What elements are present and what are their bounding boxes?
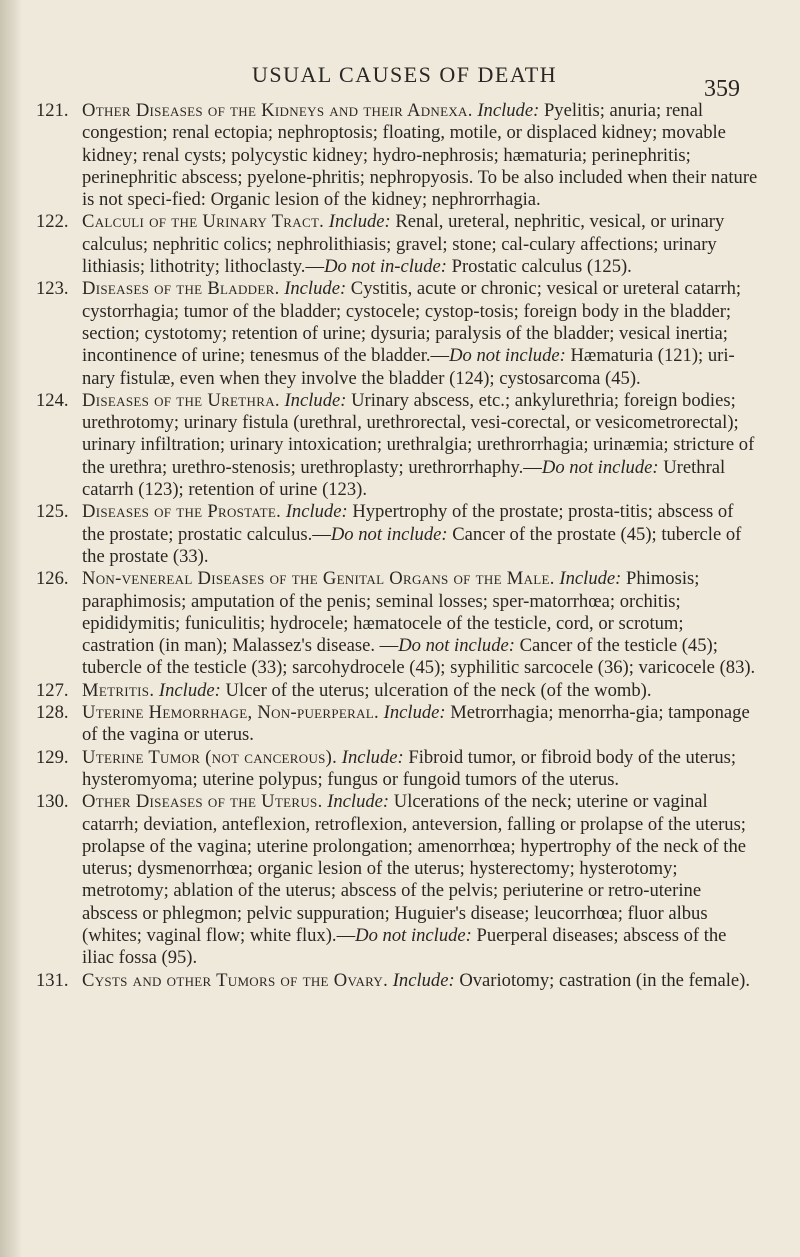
exclude-text: Cancer of the prostate (45); tubercle of the prostate (33). bbox=[82, 523, 742, 567]
include-label: Include: bbox=[284, 278, 347, 300]
entry-heading: Calculi of the Urinary Tract. bbox=[82, 211, 325, 233]
include-text: Ovariotomy; castration (in the female). bbox=[459, 969, 750, 991]
include-label: Include: bbox=[158, 679, 221, 701]
entry-heading: Non-venereal Diseases of the Genital Organs of the Male. bbox=[82, 568, 555, 590]
entry-122 bbox=[36, 211, 758, 278]
entry-heading: Diseases of the Prostate. bbox=[82, 501, 282, 523]
exclude-label: Do not include: bbox=[398, 635, 515, 657]
entry-heading: Diseases of the Bladder. bbox=[82, 278, 280, 300]
include-text: Phimosis; paraphimosis; amputation of the penis; seminal losses; sper-matorrhœa; orchitis; epididymitis; funiculitis; hydrocele; hæmatocele of the testicle, cord, or scrotum; castration (in man); Malassez's disease. — bbox=[82, 568, 700, 657]
running-header bbox=[0, 62, 800, 102]
entry-125 bbox=[36, 501, 758, 568]
include-text: Ulcer of the uterus; ulceration of the neck (of the womb). bbox=[225, 679, 652, 701]
include-label: Include: bbox=[327, 791, 390, 813]
entry-130 bbox=[36, 791, 758, 969]
include-text: Fibroid tumor, or fibroid body of the uterus; hysteromyoma; uterine polypus; fungus or fungoid tumors of the uterus. bbox=[82, 746, 737, 790]
entry-number: 127. bbox=[36, 679, 69, 701]
entry-heading: Uterine Tumor (not cancerous). bbox=[82, 746, 338, 768]
entry-128 bbox=[36, 702, 758, 747]
include-label: Include: bbox=[559, 568, 622, 590]
exclude-label: Do not in-clude: bbox=[324, 256, 447, 278]
include-text: Pyelitis; anuria; renal congestion; renal ectopia; nephroptosis; floating, motile, or displaced kidney; movable kidney; renal cysts; polycystic kidney; hydro-nephrosis; hæmaturia; perinephritis; perinephritic abscess; pyelone-phritis; nephropyosis. To be also included when their nature is not speci-fied: Organic lesion of the kidney; nephrorrhagia. bbox=[82, 100, 758, 211]
include-text: Ulcerations of the neck; uterine or vaginal catarrh; deviation, anteflexion, retroflexion, anteversion, falling or prolapse of the uterus; prolapse of the vagina; uterine prolongation; amenorrhœa; hypertrophy of the neck of the uterus; dysmenorrhœa; organic lesion of the uterus; hysterectomy; hysterotomy; metrotomy; ablation of the uterus; abscess of the pelvis; periuterine or retro-uterine abscess or phlegmon; pelvic suppuration; Huguier's disease; leucorrhœa; fluor albus (whites; vaginal flow; white flux).— bbox=[82, 791, 746, 946]
entry-124 bbox=[36, 390, 758, 501]
entry-number: 122. bbox=[36, 211, 69, 233]
include-text: Renal, ureteral, nephritic, vesical, or urinary calculus; nephritic colics; nephrolithiasis; gravel; stone; cal-culary affections; urinary lithiasis; lithotrity; lithoclasty.— bbox=[82, 211, 725, 278]
entry-number: 125. bbox=[36, 501, 69, 523]
include-text: Urinary abscess, etc.; ankylurethria; foreign bodies; urethrotomy; urinary fistula (urethral, urethrorectal, vesi-corectal, or vesicometrorectal); urinary infiltration; urinary intoxication; urethralgia; urethrorrhagia; urinæmia; stricture of the urethra; urethro-stenosis; urethroplasty; urethrorrhaphy.— bbox=[82, 389, 755, 478]
page-number: 359 bbox=[704, 76, 740, 102]
entry-129 bbox=[36, 747, 758, 792]
entry-123 bbox=[36, 278, 758, 389]
entry-121 bbox=[36, 100, 758, 211]
include-text: Hypertrophy of the prostate; prosta-titis; abscess of the prostate; prostatic calculus.— bbox=[82, 501, 734, 545]
entry-127 bbox=[36, 680, 758, 702]
exclude-label: Do not include: bbox=[541, 456, 659, 478]
include-label: Include: bbox=[284, 389, 347, 411]
exclude-text: Puerperal diseases; abscess of the iliac fossa (95). bbox=[82, 924, 727, 969]
entry-heading: Other Diseases of the Uterus. bbox=[82, 791, 323, 813]
entry-heading: Diseases of the Urethra. bbox=[82, 389, 280, 411]
entry-number: 126. bbox=[36, 568, 69, 590]
exclude-text: Urethral catarrh (123); retention of urine (123). bbox=[82, 456, 726, 501]
exclude-label: Do not include: bbox=[355, 924, 472, 946]
entry-list bbox=[36, 100, 758, 992]
entry-number: 123. bbox=[36, 278, 69, 300]
entry-number: 129. bbox=[36, 746, 69, 768]
entry-number: 121. bbox=[36, 100, 69, 121]
entry-heading: Other Diseases of the Kidneys and their Adnexa. bbox=[82, 100, 473, 121]
include-label: Include: bbox=[392, 969, 455, 991]
include-label: Include: bbox=[477, 100, 540, 121]
entry-heading: Metritis. bbox=[82, 679, 155, 701]
include-label: Include: bbox=[383, 702, 446, 724]
exclude-text: Prostatic calculus (125). bbox=[451, 256, 632, 278]
entry-131 bbox=[36, 970, 758, 992]
entry-number: 124. bbox=[36, 389, 69, 411]
include-label: Include: bbox=[328, 211, 391, 233]
entry-number: 131. bbox=[36, 969, 69, 991]
exclude-label: Do not include: bbox=[330, 523, 448, 545]
entry-heading: Uterine Hemorrhage, Non-puerperal. bbox=[82, 702, 379, 724]
exclude-label: Do not include: bbox=[449, 345, 566, 367]
entry-126 bbox=[36, 568, 758, 679]
include-text: Cystitis, acute or chronic; vesical or ureteral catarrh; cystorrhagia; tumor of the bladder; cystocele; cystop-tosis; foreign body in the bladder; section; cystotomy; retention of urine; dysuria; paralysis of the bladder; vesical inertia; incontinence of urine; tenesmus of the bladder.— bbox=[82, 278, 742, 367]
running-header-title: USUAL CAUSES OF DEATH bbox=[252, 62, 558, 87]
entry-number: 128. bbox=[36, 702, 69, 724]
exclude-text: Cancer of the testicle (45); tubercle of the testicle (33); sarcohydrocele (45); syphilitic sarcocele (36); varicocele (83). bbox=[82, 635, 756, 679]
exclude-text: Hæmaturia (121); uri-nary fistulæ, even when they involve the bladder (124); cystosarcoma (45). bbox=[82, 345, 735, 389]
include-label: Include: bbox=[285, 501, 348, 523]
entry-heading: Cysts and other Tumors of the Ovary. bbox=[82, 969, 389, 991]
entry-number: 130. bbox=[36, 791, 69, 813]
include-text: Metrorrhagia; menorrha-gia; tamponage of the vagina or uterus. bbox=[82, 702, 750, 746]
include-label: Include: bbox=[341, 746, 404, 768]
page-gutter-shadow bbox=[0, 0, 22, 1257]
